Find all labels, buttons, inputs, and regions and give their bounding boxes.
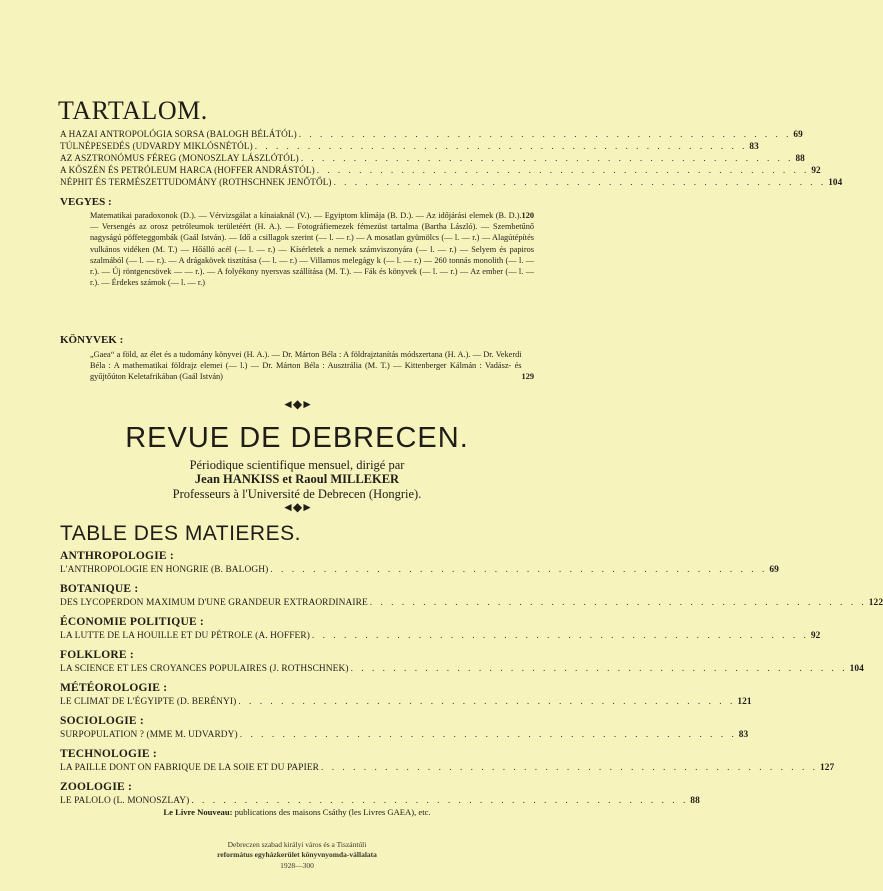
revue-affiliation: Professeurs à l'Université de Debrecen (Hongrie).	[172, 487, 422, 501]
matieres-category-heading: ÉCONOMIE POLITIQUE :	[60, 616, 204, 628]
revue-subtitle: Périodique scientifique mensuel, dirigé par	[189, 458, 405, 472]
contents-entry	[60, 176, 843, 188]
matieres-entry-page: 121	[737, 697, 752, 707]
matieres-entry	[60, 630, 821, 642]
ornament-2: ◄◆►	[282, 500, 312, 514]
matieres-entry-page: 88	[690, 796, 700, 806]
contents-entry-label: TÚLNÉPESEDÉS (UDVARDY MIKLÓSNÉTÓL)	[60, 141, 253, 151]
vegyes-text	[90, 210, 534, 288]
matieres-entry	[60, 795, 700, 807]
revue-editors: Jean HANKISS et Raoul MILLEKER	[194, 472, 400, 486]
contents-entry	[60, 140, 759, 152]
contents-entry-page: 92	[811, 165, 821, 175]
contents-entry	[60, 152, 805, 164]
leader-dots: . . . . . . . . . . . . . . . . . . . . . . . . . . . . . . . . . . . . . . . . . . . . . . .	[316, 165, 810, 175]
leader-dots: . . . . . . . . . . . . . . . . . . . . . . . . . . . . . . . . . . . . . . . . . . . . . . .	[333, 177, 827, 187]
contents-entry-page: 83	[749, 141, 759, 151]
imprint-line-2: református egyházkerület könyvnyomda-vállalata	[217, 850, 377, 859]
matieres-category-heading: BOTANIQUE :	[60, 583, 139, 595]
matieres-entry	[60, 564, 779, 576]
ornament-1: ◄◆►	[282, 397, 312, 411]
matieres-entry-page: 104	[849, 664, 864, 674]
leader-dots: . . . . . . . . . . . . . . . . . . . . . . . . . . . . . . . . . . . . . . . . . . . . . . .	[254, 141, 748, 151]
leader-dots: . . . . . . . . . . . . . . . . . . . . . . . . . . . . . . . . . . . . . . . . . . . . . . .	[350, 664, 848, 674]
vegyes-page: 120	[521, 211, 534, 220]
konyvek-text	[90, 349, 534, 383]
contents-entry-label: NÉPHIT ÉS TERMÉSZETTUDOMÁNY (ROTHSCHNEK JENŐTŐL)	[60, 177, 332, 187]
contents-entry-label: AZ ASZTRONÓMUS FÉREG (MONOSZLAY LÁSZLÓTÓL)	[60, 153, 299, 163]
leader-dots: . . . . . . . . . . . . . . . . . . . . . . . . . . . . . . . . . . . . . . . . . . . . . . .	[298, 129, 792, 139]
revue-title: REVUE DE DEBRECEN.	[125, 422, 469, 454]
konyvek-body: „Gaea“ a föld, az élet és a tudomány könyvei (H. A.). — Dr. Márton Béla : A földrajztanítás módszertana (H. A.). — Dr. Vekerdi Béla : A mathematikai földrajz elemei (— l.) — Dr. Márton Béla : Ausztrália (M. T.) — Kittenberger Kálmán : Vadász- és gyűjtőúton Keletafrikában (Gaál István)	[90, 350, 522, 382]
livre-nouveau-label: Le Livre Nouveau:	[163, 807, 233, 817]
matieres-entry-page: 83	[738, 730, 749, 740]
imprint-line-1: Debreczen szabad királyi város és a Tiszántúli	[227, 840, 367, 849]
vegyes-heading: VEGYES :	[60, 196, 112, 208]
matieres-category-heading: ANTHROPOLOGIE :	[60, 550, 174, 562]
matieres-category-heading: SOCIOLOGIE :	[60, 715, 144, 727]
imprint-line-3: 1928—300	[280, 861, 314, 870]
matieres-entry-page: 127	[819, 763, 835, 773]
matieres-entry-label: LA SCIENCE ET LES CROYANCES POPULAIRES (J. ROTHSCHNEK)	[60, 664, 349, 674]
leader-dots: . . . . . . . . . . . . . . . . . . . . . . . . . . . . . . . . . . . . . . . . . . . . . . .	[191, 796, 689, 806]
contents-entry-page: 88	[795, 153, 805, 163]
matieres-entry-label: LE CLIMAT DE L'ÉGYIPTE (D. BERÉNYI)	[60, 697, 237, 707]
matieres-entry	[60, 696, 752, 708]
contents-entry	[60, 164, 821, 176]
matieres-category-heading: ZOOLOGIE :	[60, 781, 132, 793]
matieres-category-heading: FOLKLORE :	[60, 649, 134, 661]
matieres-entry	[60, 597, 883, 609]
matieres-entry-page: 122	[868, 598, 883, 608]
vegyes-body: Matematikai paradoxonok (D.). — Vérvizsgálat a kínaiaknál (V.). — Egyiptom klímája (B. D.). — Az időjárási elemek (B. D.). — Versengés az orosz petróleumok területéért (H. A.). — Fotográfiemezek fémezüst tartalma (Bartha László). — Szembetűnő nagyságú pöffeteggombák (Gaál István). — Idő a csillagok szerint (— l. — r.) — A mosatlan gyümölcs (— l. — r.) — Alagútépítés vulkános vidéken (M. T.) — Hőálló acél (— l. — r.) — Kísérletek a nemek számviszonyára (— l. — r.) — Selyem és papiros szalmából (— l. — r.). — A drágakövek tisztítása (— l. — r.) — Villamos melegágy k (— l. — r.) — 260 tonnás monolith (— l. — r.). — Új röntgencsövek — — r.). — A folyékony nyersvas szállítása (M. T.). — Fák és könyvek (— l. — r.) — Az ember (— l. — r.). — Érdekes számok (— l. — r.)	[90, 211, 534, 288]
matieres-entry	[60, 663, 864, 675]
konyvek-heading: KÖNYVEK :	[60, 334, 124, 346]
matieres-entry	[60, 762, 835, 774]
matieres-entry-label: LA PAILLE DONT ON FABRIQUE DE LA SOIE ET DU PAPIER	[60, 763, 320, 773]
matieres-entry-label: LE PALOLO (L. MONOSZLAY)	[60, 796, 190, 806]
contents-entry-page: 69	[793, 129, 803, 139]
matieres-category-heading: TECHNOLOGIE :	[60, 748, 157, 760]
leader-dots: . . . . . . . . . . . . . . . . . . . . . . . . . . . . . . . . . . . . . . . . . . . . . . .	[321, 763, 818, 773]
matieres-entry-label: SURPOPULATION ? (MME M. UDVARDY)	[60, 730, 238, 740]
matieres-entry-page: 69	[769, 565, 779, 575]
livre-nouveau-note	[0, 807, 594, 817]
matieres-entry-label: LA LUTTE DE LA HOUILLE ET DU PÉTROLE (A. HOFFER)	[60, 631, 310, 641]
leader-dots: . . . . . . . . . . . . . . . . . . . . . . . . . . . . . . . . . . . . . . . . . . . . . . .	[239, 730, 737, 740]
contents-title: TARTALOM.	[58, 96, 208, 125]
matieres-title: TABLE DES MATIERES.	[60, 522, 301, 545]
konyvek-page: 129	[521, 372, 534, 381]
contents-entry-page: 104	[828, 177, 843, 187]
leader-dots: . . . . . . . . . . . . . . . . . . . . . . . . . . . . . . . . . . . . . . . . . . . . . . .	[369, 598, 867, 608]
matieres-entry-page: 92	[810, 631, 821, 641]
contents-entry-label: A HAZAI ANTROPOLÓGIA SORSA (BALOGH BÉLÁTÓL)	[60, 129, 297, 139]
matieres-entry	[60, 729, 749, 741]
livre-nouveau-text: publications des maisons Csáthy (les Livres GAEA), etc.	[232, 807, 431, 817]
matieres-entry-label: L'ANTHROPOLOGIE EN HONGRIE (B. BALOGH)	[60, 565, 269, 575]
leader-dots: . . . . . . . . . . . . . . . . . . . . . . . . . . . . . . . . . . . . . . . . . . . . . . .	[238, 697, 736, 707]
matieres-category-heading: MÉTÉOROLOGIE :	[60, 682, 168, 694]
leader-dots: . . . . . . . . . . . . . . . . . . . . . . . . . . . . . . . . . . . . . . . . . . . . . . .	[270, 565, 768, 575]
leader-dots: . . . . . . . . . . . . . . . . . . . . . . . . . . . . . . . . . . . . . . . . . . . . . . .	[300, 153, 794, 163]
leader-dots: . . . . . . . . . . . . . . . . . . . . . . . . . . . . . . . . . . . . . . . . . . . . . . .	[311, 631, 809, 641]
contents-entry	[60, 128, 803, 140]
contents-entry-label: A KŐSZÉN ÉS PETRÓLEUM HARCA (HOFFER ANDRÁSTÓL)	[60, 165, 315, 175]
matieres-entry-label: DES LYCOPERDON MAXIMUM D'UNE GRANDEUR EXTRAORDINAIRE	[60, 598, 368, 608]
